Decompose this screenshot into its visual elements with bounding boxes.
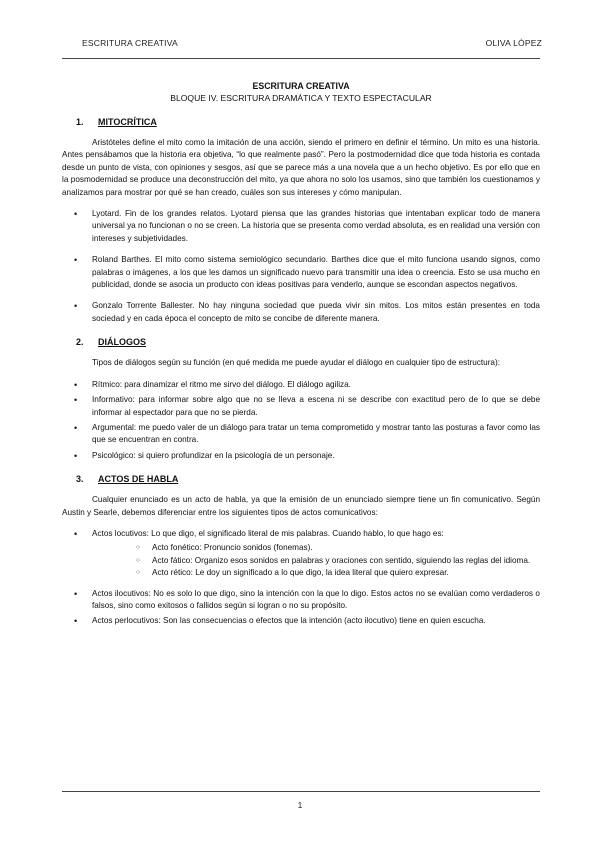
section-number: 3.	[76, 474, 84, 485]
document-title: ESCRITURA CREATIVA	[252, 81, 350, 91]
list-item: • Actos perlocutivos: Son las consecuencias o efectos que la intención (acto ilocutivo) tiene en quien escucha.	[62, 615, 540, 627]
footer-divider	[62, 791, 540, 792]
bullet-list	[62, 379, 540, 462]
header-author: OLIVA LÓPEZ	[485, 38, 542, 48]
list-item	[62, 528, 540, 580]
sub-list-item: ○ Acto fático: Organizo esos sonidos en palabras y oraciones con sentido, siguiendo las reglas del idioma.	[122, 555, 540, 567]
sub-list-item: ○ Acto rético: Le doy un significado a lo que digo, la idea literal que quiero expresar.	[122, 567, 540, 579]
section-number: 1.	[76, 117, 84, 127]
page-content	[62, 80, 540, 638]
list-item: • Actos ilocutivos: No es solo lo que digo, sino la intención con la que lo digo. Estos actos no se evalúan como verdaderos o falsos, sino como exitosos o fallidos según si logran o no su propósito.	[62, 588, 540, 613]
bullet-list	[62, 208, 540, 325]
page-number: 1	[297, 800, 303, 810]
section-title: MITOCRÍTICA	[98, 117, 157, 127]
list-item: • Lyotard. Fin de los grandes relatos. Lyotard piensa que las grandes historias que intentaban explicar todo de manera universal ya no funcionan o no se creen. La historia que se presenta como verdad absoluta, es en realidad una versión con intereses y subjetividades.	[62, 208, 540, 245]
section-heading-mitocritica	[62, 115, 540, 129]
header-course: ESCRITURA CREATIVA	[82, 38, 178, 48]
list-item: • Psicológico: si quiero profundizar en la psicología de un personaje.	[62, 450, 540, 462]
section-number: 2.	[76, 337, 84, 348]
page-header	[0, 38, 600, 52]
sub-list	[92, 542, 540, 579]
section-paragraph: Aristóteles define el mito como la imitación de una acción, siendo el primero en definir el término. Un mito es una historia. Antes pensábamos que la historia era objetiva, “lo que realmente pasó”. Pero la postmodernidad dice que toda historia es contada desde un punto de vista, con opiniones y sesgos, así que se parece más a una novela que a un hecho objetivo. Es por ello que en la posmodernidad se produce una deconstrucción del mito, ya que ahora no solo los usamos, sino que también los cuestionamos y analizamos para mostrar por qué se han creado, cuáles son sus intereses y cómo manipulan.	[62, 138, 540, 197]
section-heading-actos-de-habla	[62, 472, 540, 486]
section-title: DIÁLOGOS	[98, 337, 147, 348]
bullet-list	[62, 528, 540, 628]
section-title: ACTOS DE HABLA	[98, 474, 179, 485]
section-heading-dialogos	[62, 335, 540, 349]
document-subtitle: BLOQUE IV. ESCRITURA DRAMÁTICA Y TEXTO ESPECTACULAR	[170, 93, 432, 103]
list-item-text: Actos locutivos: Lo que digo, el significado literal de mis palabras. Cuando hablo, lo que hago es:	[92, 528, 444, 538]
list-item: • Informativo: para informar sobre algo que no se lleva a escena ni se describe con exactitud pero de lo que se debe informar al espectador para que no se pierda.	[62, 394, 540, 419]
sub-list-item: ○ Acto fonético: Pronuncio sonidos (fonemas).	[122, 542, 540, 554]
list-item: • Argumental: me puedo valer de un diálogo para tratar un tema comprometido y mostrar tanto las posturas a favor como las que se encuentran en contra.	[62, 422, 540, 447]
list-item: • Gonzalo Torrente Ballester. No hay ninguna sociedad que pueda vivir sin mitos. Los mitos están presentes en toda sociedad y en cada época el concepto de mito se concibe de diferente manera.	[62, 300, 540, 325]
section-paragraph: Cualquier enunciado es un acto de habla, ya que la emisión de un enunciado siempre tiene un fin comunicativo. Según Austin y Searle, debemos diferenciar entre los siguientes tipos de actos comunicativos:	[62, 495, 540, 517]
header-divider	[62, 58, 540, 59]
list-item: • Rítmico: para dinamizar el ritmo me sirvo del diálogo. El diálogo agiliza.	[62, 379, 540, 391]
list-item: • Roland Barthes. El mito como sistema semiológico secundario. Barthes dice que el mito funciona usando signos, como palabras o imágenes, a los que les damos un significado nuevo para transmitir una idea o creencia. Esto se usa mucho en publicidad, donde se asocia un producto con ideas positivas para venderlo, aunque se escondan aspectos negativos.	[62, 254, 540, 291]
section-paragraph: Tipos de diálogos según su función (en qué medida me puede ayudar el diálogo en cualquier tipo de estructura):	[92, 358, 500, 368]
